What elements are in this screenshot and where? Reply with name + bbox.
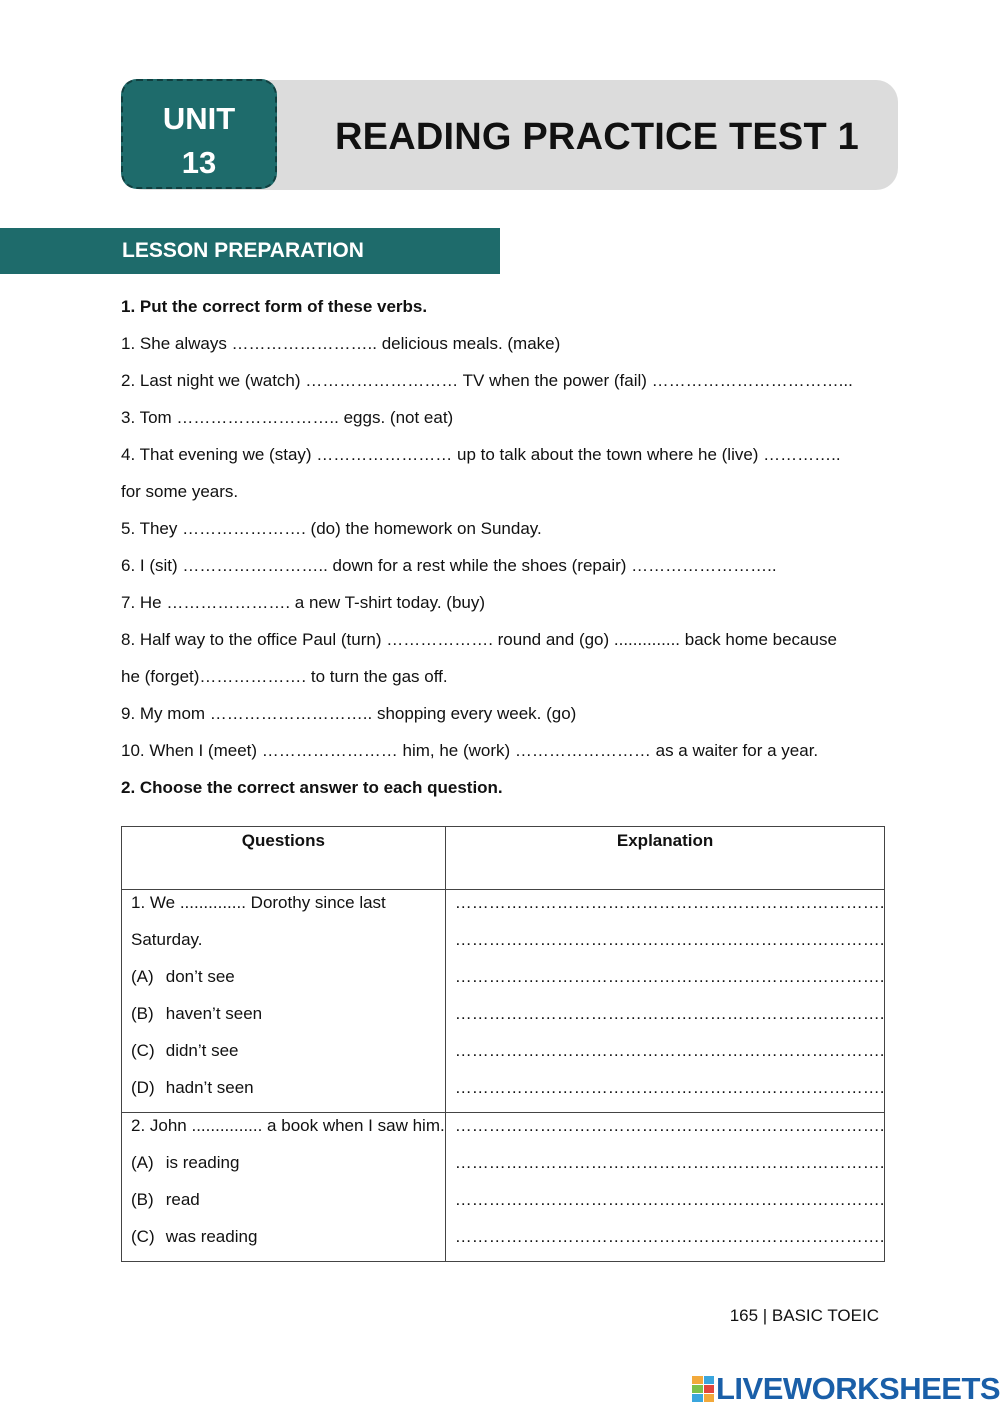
exercise-line: 2. Last night we (watch) ……………………… TV when the power (fail) ……………………………... — [121, 371, 853, 390]
option-text: haven’t seen — [165, 1004, 263, 1023]
liveworksheets-logo-icon — [692, 1376, 714, 1402]
option-label: (A) — [131, 967, 154, 986]
exercise-line: 1. She always …………………….. delicious meals. (make) — [121, 334, 561, 353]
option-label: (C) — [131, 1227, 155, 1246]
exercise-line: 9. My mom ……………………….. shopping every week. (go) — [121, 704, 577, 723]
exercise-line: for some years. — [121, 482, 239, 501]
option-text: read — [165, 1190, 200, 1209]
explanation-line: …………………………………………………………………. — [454, 967, 885, 986]
explanation-line: …………………………………………………………………. — [454, 1078, 885, 1097]
exercise-line: 4. That evening we (stay) …………………… up to talk about the town where he (live) ………….. — [121, 445, 841, 464]
option-text: don’t see — [165, 967, 235, 986]
answer-option[interactable] — [122, 1075, 445, 1112]
table-header-row — [122, 827, 885, 890]
exercise-2-heading: 2. Choose the correct answer to each question. — [121, 778, 503, 797]
exercise-line: 3. Tom ……………………….. eggs. (not eat) — [121, 408, 454, 427]
exercise-line: 5. They …………………. (do) the homework on Sunday. — [121, 519, 542, 538]
answer-option[interactable] — [122, 1224, 445, 1261]
exercise-1 — [121, 294, 881, 812]
answer-option[interactable] — [122, 1150, 445, 1187]
option-label: (B) — [131, 1190, 154, 1209]
explanation-line: …………………………………………………………………. — [454, 1227, 885, 1246]
table-row — [122, 1113, 885, 1262]
question-stem: Saturday. — [131, 930, 203, 949]
question-table — [121, 826, 885, 1262]
explanation-line: …………………………………………………………………. — [454, 1004, 885, 1023]
explanation-line: …………………………………………………………………. — [454, 1116, 885, 1135]
exercise-line: 8. Half way to the office Paul (turn) ………………. round and (go) .............. back home because — [121, 630, 837, 649]
question-stem: 2. John ............... a book when I saw him. — [131, 1116, 445, 1135]
option-label: (C) — [131, 1041, 155, 1060]
logo-text: LIVEWORKSHEETS — [716, 1371, 1000, 1406]
exercise-line: he (forget)………………. to turn the gas off. — [121, 667, 448, 686]
page-footer: 165 | BASIC TOEIC — [729, 1306, 879, 1325]
exercise-1-heading: 1. Put the correct form of these verbs. — [121, 297, 428, 316]
unit-badge — [121, 79, 277, 189]
question-1-cell — [122, 890, 446, 1113]
unit-label: UNIT — [162, 101, 236, 136]
option-text: is reading — [165, 1153, 240, 1172]
explanation-line: …………………………………………………………………. — [454, 893, 885, 912]
option-label: (B) — [131, 1004, 154, 1023]
exercise-line: 7. He …………………. a new T-shirt today. (buy) — [121, 593, 486, 612]
question-stem: 1. We .............. Dorothy since last — [131, 893, 386, 912]
exercise-line: 6. I (sit) …………………….. down for a rest while the shoes (repair) …………………….. — [121, 556, 777, 575]
explanation-line: …………………………………………………………………. — [454, 1041, 885, 1060]
answer-option[interactable] — [122, 964, 445, 1001]
explanation-line: …………………………………………………………………. — [454, 930, 885, 949]
explanation-2-cell — [445, 1113, 885, 1262]
section-title: LESSON PREPARATION — [122, 239, 364, 262]
exercise-line: 10. When I (meet) …………………… him, he (work) …………………… as a waiter for a year. — [121, 741, 819, 760]
option-text: didn’t see — [165, 1041, 239, 1060]
page-title: READING PRACTICE TEST 1 — [335, 116, 859, 158]
option-text: was reading — [165, 1227, 258, 1246]
option-label: (D) — [131, 1078, 155, 1097]
column-header-questions: Questions — [122, 827, 446, 890]
question-2-cell — [122, 1113, 446, 1262]
liveworksheets-logo[interactable] — [692, 1372, 1000, 1406]
answer-option[interactable] — [122, 1038, 445, 1075]
explanation-line: …………………………………………………………………. — [454, 1153, 885, 1172]
option-label: (A) — [131, 1153, 154, 1172]
explanation-line: …………………………………………………………………. — [454, 1190, 885, 1209]
unit-number: 13 — [181, 145, 217, 180]
explanation-1-cell — [445, 890, 885, 1113]
table-row — [122, 890, 885, 1113]
answer-option[interactable] — [122, 1001, 445, 1038]
answer-option[interactable] — [122, 1187, 445, 1224]
option-text: hadn’t seen — [165, 1078, 254, 1097]
column-header-explanation: Explanation — [445, 827, 885, 890]
